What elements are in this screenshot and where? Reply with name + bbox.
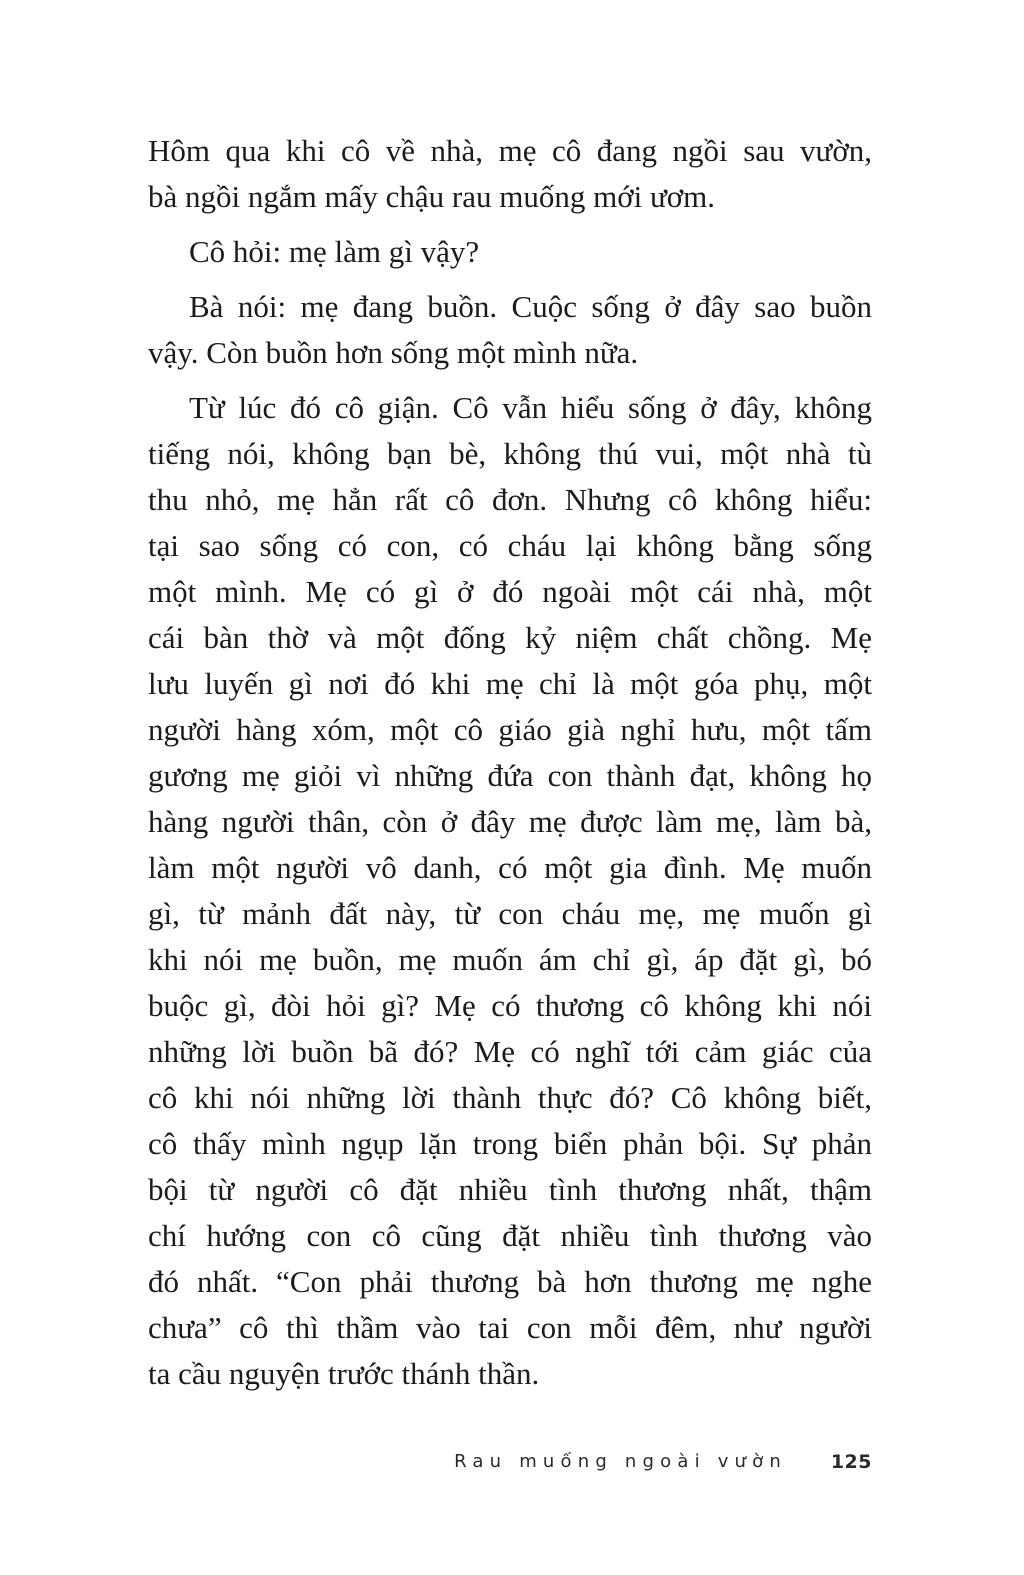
page-number: 125: [830, 1451, 872, 1473]
paragraph-4: [148, 385, 872, 1397]
page-footer: [0, 1444, 872, 1480]
text-line: gương mẹ giỏi vì những đứa con thành đạt, không họ: [148, 758, 872, 793]
text-line: tại sao sống có con, có cháu lại không bằng sống: [148, 528, 872, 563]
text-line: cô thấy mình ngụp lặn trong biển phản bội. Sự phản: [148, 1126, 872, 1161]
text-line: chưa” cô thì thầm vào tai con mỗi đêm, như người: [148, 1310, 872, 1345]
text-line: Hôm qua khi cô về nhà, mẹ cô đang ngồi sau vườn,: [148, 133, 872, 168]
text-line: Cô hỏi: mẹ làm gì vậy?: [189, 234, 480, 269]
text-line: một mình. Mẹ có gì ở đó ngoài một cái nhà, một: [148, 574, 872, 609]
body-text: [148, 128, 872, 1397]
text-line: đó nhất. “Con phải thương bà hơn thương mẹ nghe: [148, 1264, 872, 1299]
text-line: bà ngồi ngắm mấy chậu rau muống mới ươm.: [148, 179, 716, 214]
text-line: gì, từ mảnh đất này, từ con cháu mẹ, mẹ muốn gì: [148, 896, 872, 931]
text-line: ta cầu nguyện trước thánh thần.: [148, 1356, 540, 1391]
paragraph-3: [148, 284, 872, 376]
paragraph-2: [148, 229, 872, 275]
text-line: chí hướng con cô cũng đặt nhiều tình thương vào: [148, 1218, 872, 1253]
text-line: làm một người vô danh, có một gia đình. Mẹ muốn: [148, 850, 872, 885]
text-line: Bà nói: mẹ đang buồn. Cuộc sống ở đây sao buồn: [189, 289, 872, 324]
text-line: bội từ người cô đặt nhiều tình thương nhất, thậm: [148, 1172, 872, 1207]
text-line: vậy. Còn buồn hơn sống một mình nữa.: [148, 335, 639, 370]
running-title: Rau muống ngoài vườn: [454, 1451, 787, 1472]
text-line: những lời buồn bã đó? Mẹ có nghĩ tới cảm giác của: [148, 1034, 872, 1069]
text-line: hàng người thân, còn ở đây mẹ được làm mẹ, làm bà,: [148, 804, 872, 839]
text-line: cô khi nói những lời thành thực đó? Cô không biết,: [148, 1080, 872, 1115]
paragraph-1: [148, 128, 872, 220]
text-line: khi nói mẹ buồn, mẹ muốn ám chỉ gì, áp đặt gì, bó: [148, 942, 872, 977]
text-line: thu nhỏ, mẹ hẳn rất cô đơn. Nhưng cô không hiểu:: [148, 482, 872, 517]
text-line: tiếng nói, không bạn bè, không thú vui, một nhà tù: [148, 436, 872, 471]
text-line: Từ lúc đó cô giận. Cô vẫn hiểu sống ở đây, không: [189, 390, 872, 425]
text-line: lưu luyến gì nơi đó khi mẹ chỉ là một góa phụ, một: [148, 666, 872, 701]
text-line: người hàng xóm, một cô giáo già nghỉ hưu, một tấm: [148, 712, 872, 747]
text-line: buộc gì, đòi hỏi gì? Mẹ có thương cô không khi nói: [148, 988, 872, 1023]
text-line: cái bàn thờ và một đống kỷ niệm chất chồng. Mẹ: [148, 620, 872, 655]
